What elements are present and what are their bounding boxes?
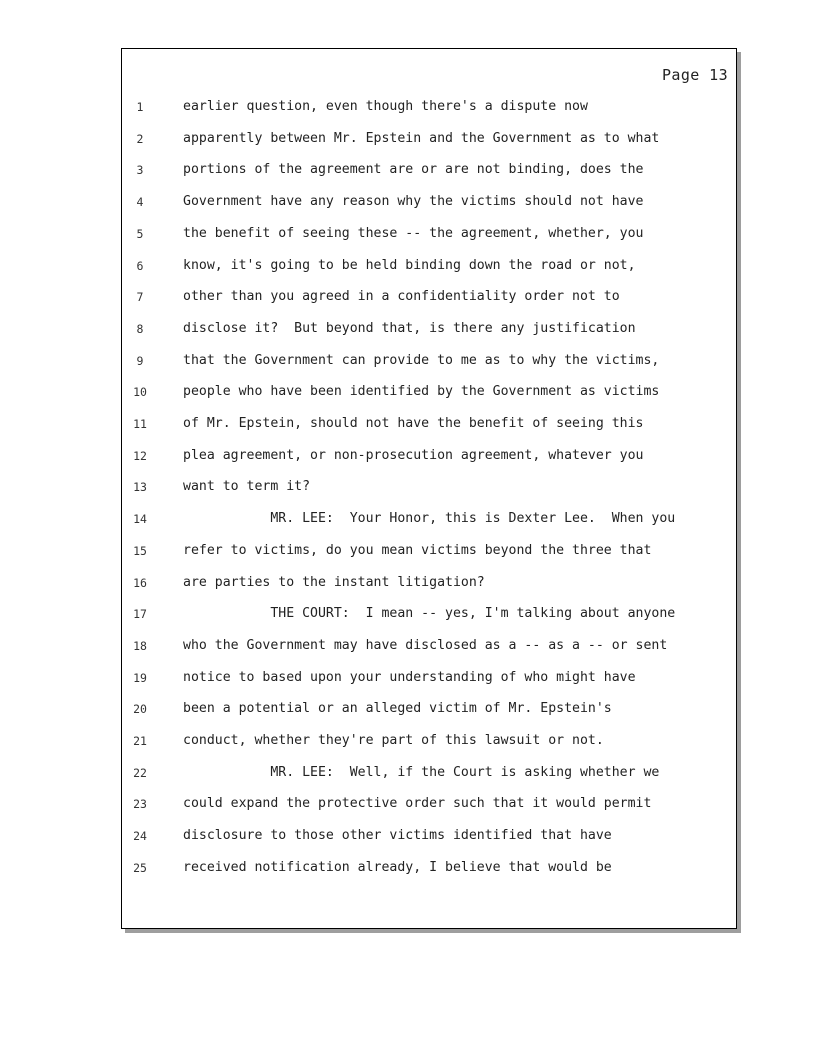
line-number: 5 (136, 227, 144, 241)
transcript-line-text: know, it's going to be held binding down the road or not, (183, 258, 636, 273)
transcript-line-text: want to term it? (183, 479, 311, 494)
transcript-line-text: been a potential or an alleged victim of Mr. Epstein's (183, 701, 612, 716)
line-number: 19 (133, 671, 147, 685)
line-number: 21 (133, 734, 147, 748)
transcript-line-text: notice to based upon your understanding of who might have (183, 670, 636, 685)
line-number: 25 (133, 861, 147, 875)
line-number: 1 (136, 100, 144, 114)
transcript-line-text: disclosure to those other victims identified that have (183, 828, 612, 843)
transcript-line-text: conduct, whether they're part of this lawsuit or not. (183, 733, 604, 748)
line-number: 10 (133, 385, 147, 399)
line-number: 22 (133, 766, 147, 780)
transcript-line-text: plea agreement, or non-prosecution agreement, whatever you (183, 448, 644, 463)
transcript-line-text: disclose it? But beyond that, is there any justification (183, 321, 636, 336)
transcript-line-text: apparently between Mr. Epstein and the Government as to what (183, 131, 660, 146)
line-number: 24 (133, 829, 147, 843)
transcript-line-text: refer to victims, do you mean victims beyond the three that (183, 543, 652, 558)
line-number: 18 (133, 639, 147, 653)
line-number: 2 (136, 132, 144, 146)
transcript-line-text: received notification already, I believe that would be (183, 860, 612, 875)
page-number-header: Page 13 (661, 66, 728, 84)
transcript-line-text: earlier question, even though there's a dispute now (183, 99, 588, 114)
line-number: 17 (133, 607, 147, 621)
line-number: 11 (133, 417, 147, 431)
transcript-line-text: MR. LEE: Well, if the Court is asking whether we (183, 765, 660, 780)
line-number: 16 (133, 576, 147, 590)
transcript-line-text: the benefit of seeing these -- the agreement, whether, you (183, 226, 644, 241)
line-number: 8 (136, 322, 144, 336)
transcript-line-text: THE COURT: I mean -- yes, I'm talking about anyone (183, 606, 676, 621)
transcript-line-text: could expand the protective order such that it would permit (183, 796, 652, 811)
line-number: 15 (133, 544, 147, 558)
transcript-line-text: that the Government can provide to me as to why the victims, (183, 353, 660, 368)
transcript-line-text: portions of the agreement are or are not binding, does the (183, 162, 644, 177)
line-number: 20 (133, 702, 147, 716)
line-number: 14 (133, 512, 147, 526)
transcript-line-text: MR. LEE: Your Honor, this is Dexter Lee. When you (183, 511, 676, 526)
line-number: 3 (136, 163, 144, 177)
line-number: 23 (133, 797, 147, 811)
transcript-line-text: are parties to the instant litigation? (183, 575, 485, 590)
transcript-line-text: other than you agreed in a confidentiality order not to (183, 289, 620, 304)
line-number: 13 (133, 480, 147, 494)
transcript-line-text: Government have any reason why the victims should not have (183, 194, 644, 209)
transcript-line-text: people who have been identified by the Government as victims (183, 384, 660, 399)
transcript-page (121, 48, 737, 929)
line-number: 6 (136, 259, 144, 273)
line-number: 4 (136, 195, 144, 209)
line-number: 7 (136, 290, 144, 304)
transcript-line-text: of Mr. Epstein, should not have the benefit of seeing this (183, 416, 644, 431)
line-number: 12 (133, 449, 147, 463)
line-number: 9 (136, 354, 144, 368)
transcript-line-text: who the Government may have disclosed as a -- as a -- or sent (183, 638, 668, 653)
